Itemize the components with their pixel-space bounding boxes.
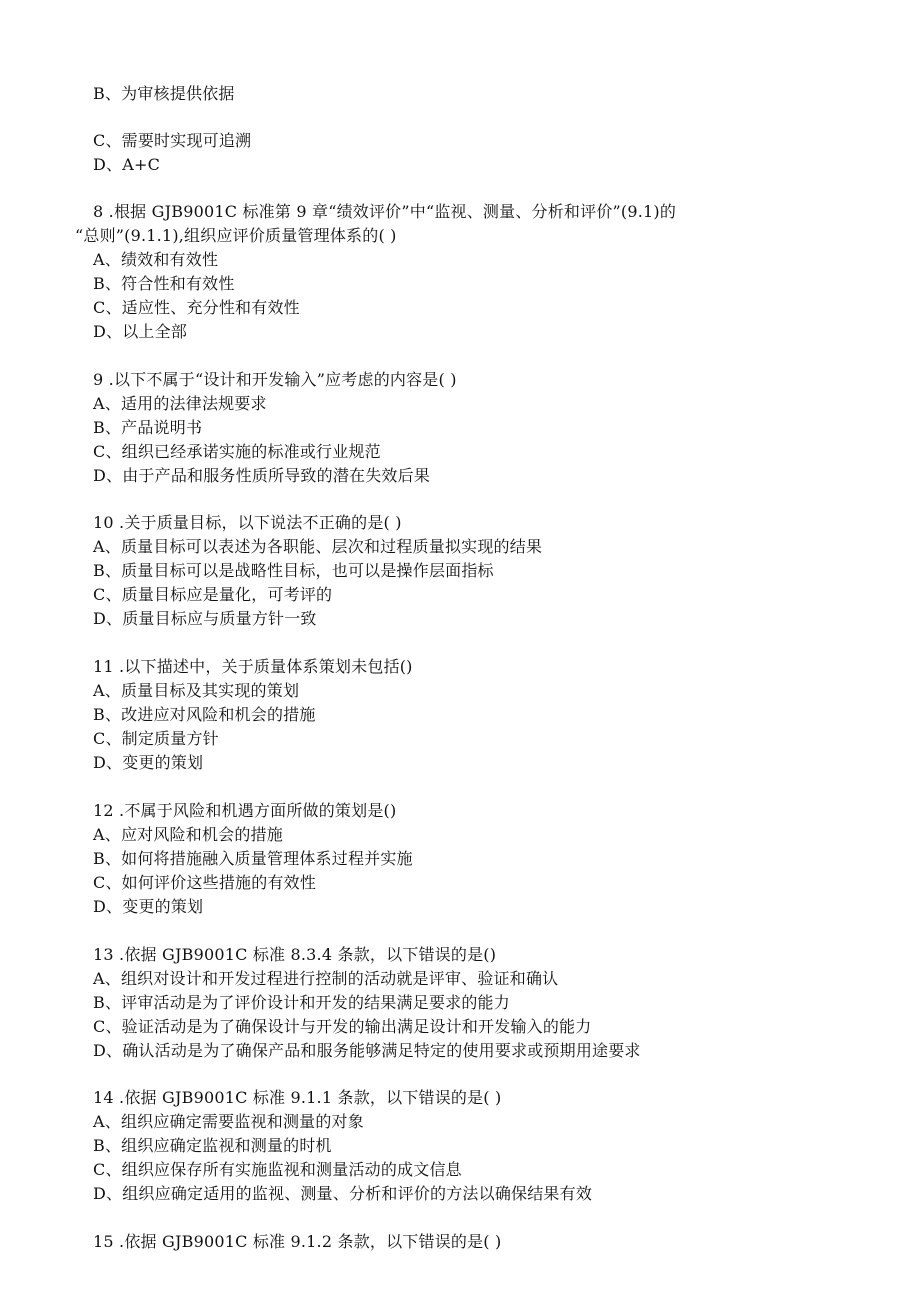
question-12-option-d: D、变更的策划 <box>93 897 204 916</box>
question-11-option-a: A、质量目标及其实现的策划 <box>93 681 300 700</box>
option-prev-b: B、为审核提供依据 <box>93 84 235 103</box>
question-13-option-d: D、确认活动是为了确保产品和服务能够满足特定的使用要求或预期用途要求 <box>93 1041 641 1060</box>
question-11-option-b: B、改进应对风险和机会的措施 <box>93 705 316 724</box>
question-14-option-d: D、组织应确定适用的监视、测量、分析和评价的方法以确保结果有效 <box>93 1184 593 1203</box>
question-10-option-c: C、质量目标应是量化，可考评的 <box>93 585 333 604</box>
question-8-option-c: C、适应性、充分性和有效性 <box>93 298 300 317</box>
question-10-title: 10 .关于质量目标，以下说法不正确的是( ) <box>93 513 402 532</box>
question-9-title: 9 .以下不属于“设计和开发输入”应考虑的内容是( ) <box>93 370 457 389</box>
question-9-option-c: C、组织已经承诺实施的标准或行业规范 <box>93 442 381 461</box>
question-12-option-b: B、如何将措施融入质量管理体系过程并实施 <box>93 849 413 868</box>
question-9-option-d: D、由于产品和服务性质所导致的潜在失效后果 <box>93 466 431 485</box>
question-12-option-c: C、如何评价这些措施的有效性 <box>93 873 317 892</box>
option-prev-c: C、需要时实现可追溯 <box>93 131 252 150</box>
question-14-option-a: A、组织应确定需要监视和测量的对象 <box>93 1112 364 1131</box>
question-14-title: 14 .依据 GJB9001C 标准 9.1.1 条款，以下错误的是( ) <box>93 1088 502 1107</box>
question-8-option-d: D、以上全部 <box>93 322 188 341</box>
question-8-option-a: A、绩效和有效性 <box>93 250 219 269</box>
question-11-title: 11 .以下描述中，关于质量体系策划未包括() <box>93 657 413 676</box>
question-12-option-a: A、应对风险和机会的措施 <box>93 825 283 844</box>
option-prev-d: D、A+C <box>93 155 161 174</box>
question-13-option-c: C、验证活动是为了确保设计与开发的输出满足设计和开发输入的能力 <box>93 1017 592 1036</box>
question-8-option-b: B、符合性和有效性 <box>93 274 235 293</box>
question-12-title: 12 .不属于风险和机遇方面所做的策划是() <box>93 801 397 820</box>
question-14-option-c: C、组织应保存所有实施监视和测量活动的成文信息 <box>93 1160 462 1179</box>
question-10-option-a: A、质量目标可以表述为各职能、层次和过程质量拟实现的结果 <box>93 537 543 556</box>
question-8-title-cont: “总则”(9.1.1),组织应评价质量管理体系的( ) <box>75 226 397 245</box>
question-8-title: 8 .根据 GJB9001C 标准第 9 章“绩效评价”中“监视、测量、分析和评价”(9.1)的 <box>93 202 677 221</box>
question-13-option-b: B、评审活动是为了评价设计和开发的结果满足要求的能力 <box>93 993 510 1012</box>
question-10-option-b: B、质量目标可以是战略性目标，也可以是操作层面指标 <box>93 561 494 580</box>
question-13-option-a: A、组织对设计和开发过程进行控制的活动就是评审、验证和确认 <box>93 969 559 988</box>
question-11-option-c: C、制定质量方针 <box>93 729 219 748</box>
question-11-option-d: D、变更的策划 <box>93 753 204 772</box>
question-13-title: 13 .依据 GJB9001C 标准 8.3.4 条款，以下错误的是() <box>93 945 497 964</box>
question-14-option-b: B、组织应确定监视和测量的时机 <box>93 1136 332 1155</box>
question-10-option-d: D、质量目标应与质量方针一致 <box>93 609 317 628</box>
question-9-option-a: A、适用的法律法规要求 <box>93 394 267 413</box>
question-15-title: 15 .依据 GJB9001C 标准 9.1.2 条款，以下错误的是( ) <box>93 1232 502 1251</box>
question-9-option-b: B、产品说明书 <box>93 418 203 437</box>
